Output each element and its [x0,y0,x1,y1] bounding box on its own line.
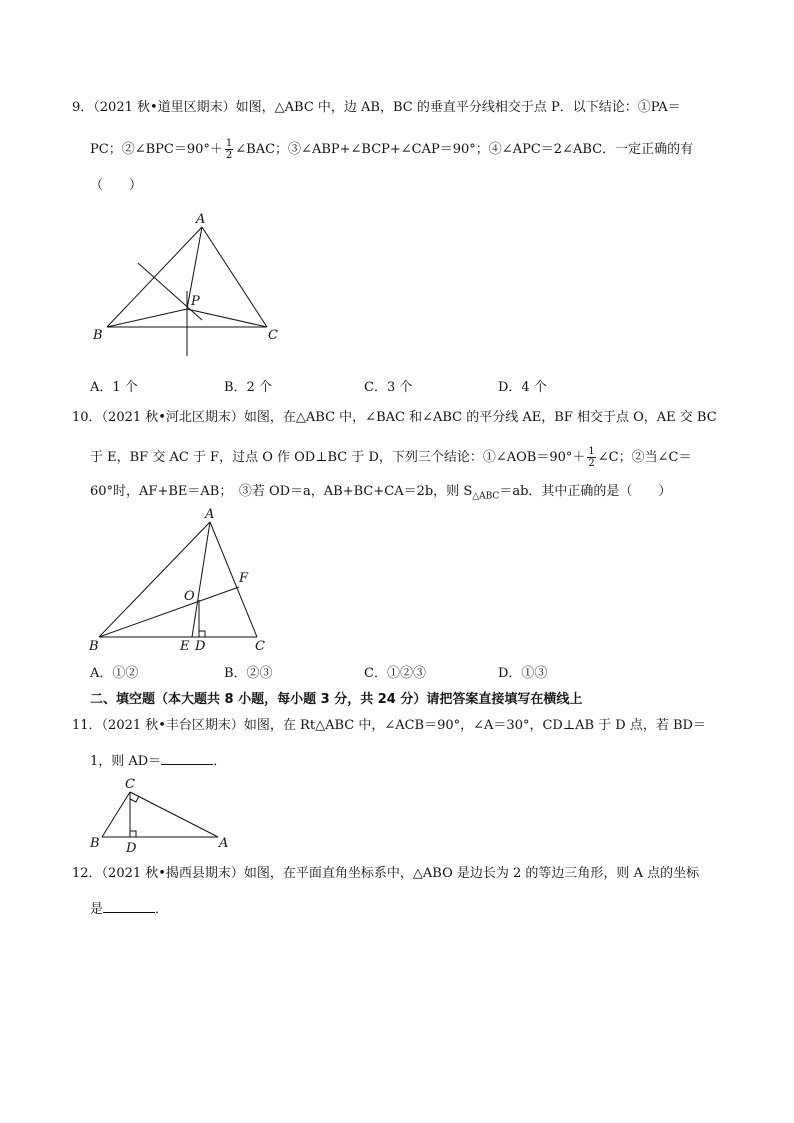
q10-line2b: ∠C；②当∠C＝ [597,450,692,465]
q9-line2a: PC；②∠BPC＝90°＋ [90,142,223,157]
q10-line2a: 于 E，BF 交 AC 于 F，过点 O 作 OD⊥BC 于 D，下列三个结论：①∠AOB＝90°＋ [90,450,586,465]
q10-line3b: ＝ab．其中正确的是（ ） [499,484,672,499]
q9-figure [80,205,300,365]
q10-option-c[interactable]: C．①②③ [364,666,426,681]
q11-figure [85,775,245,855]
q10-label-d: D [195,639,206,654]
q11-right-angle-d [130,831,136,837]
q11-label-b: B [90,836,100,851]
q11-side-ca [130,792,218,837]
q9-answer-paren: （ ） [90,178,143,193]
q9-line1: 9．（2021 秋•道里区期末）如图，△ABC 中，边 AB，BC 的垂直平分线相交于点 P．以下结论：①PA＝ [72,100,681,115]
q10-option-a[interactable]: A．①② [90,666,139,681]
q10-right-angle-mark [199,631,205,637]
q11-label-a: A [219,836,229,851]
q9-label-a: A [196,212,206,227]
q9-segment-pc [187,309,267,327]
q9-fraction [225,138,233,161]
q11-side-bc [102,792,130,837]
q9-option-d[interactable]: D．4 个 [498,380,547,395]
q12-line2a: 是 [90,902,104,917]
q10-figure [85,505,285,655]
q9-side-ab [107,227,202,327]
q10-label-b: B [89,639,99,654]
q9-perp-bisector-ab [138,263,202,320]
q11-right-angle-c [130,796,139,802]
q10-label-o: O [184,589,195,604]
q10-frac-den: 2 [588,458,595,469]
q10-option-d[interactable]: D．①③ [498,666,548,681]
q9-line2 [90,138,693,161]
q9-frac-den: 2 [225,150,233,161]
q10-frac-num: 1 [588,446,595,457]
q10-fraction [587,446,595,469]
q9-option-b[interactable]: B．2 个 [224,380,272,395]
q10-area-subscript: △ABC [472,491,500,502]
q10-line3a: 60°时，AF+BE＝AB； ③若 OD＝a，AB+BC+CA＝2b，则 S [90,484,473,499]
q10-option-b[interactable]: B．②③ [224,666,273,681]
q10-line3 [90,482,671,507]
q12-line2 [90,898,168,920]
section2-title: 二、填空题（本大题共 8 小题，每小题 3 分，共 24 分）请把答案直接填写在横线上 [90,692,583,707]
q9-segment-pb [107,309,187,327]
q9-line2b: ∠BAC；③∠ABP+∠BCP+∠CAP＝90°；④∠APC＝2∠ABC．一定正确的有 [235,142,694,157]
q10-bisector-ae [192,522,210,637]
q10-label-f: F [239,571,249,586]
q9-option-c[interactable]: C．3 个 [364,380,413,395]
q11-line2 [90,750,226,772]
q10-side-ab [99,522,210,637]
q11-label-c: C [125,777,135,792]
q10-label-a: A [205,507,215,522]
q12-answer-blank[interactable] [103,898,155,913]
q10-options [90,662,710,682]
q11-answer-blank[interactable] [161,750,213,765]
q10-label-e: E [180,639,190,654]
q10-line2 [90,446,691,469]
q11-label-d: D [126,841,137,856]
q10-side-ac [210,522,257,637]
q9-options [90,376,710,396]
q10-label-c: C [255,639,265,654]
q11-line2b: ． [213,754,227,769]
q12-line1: 12．（2021 秋•揭西县期末）如图，在平面直角坐标系中，△ABO 是边长为 2 的等边三角形，则 A 点的坐标 [72,866,700,881]
q9-label-b: B [93,328,103,343]
q9-label-c: C [268,328,278,343]
q10-line1: 10．（2021 秋•河北区期末）如图，在△ABC 中，∠BAC 和∠ABC 的平分线 AE，BF 相交于点 O，AE 交 BC [72,410,717,425]
q9-frac-num: 1 [225,138,233,149]
q10-bisector-bf [99,587,239,637]
q9-option-a[interactable]: A．1 个 [90,380,138,395]
q9-label-p: P [191,294,200,309]
q9-side-ac [202,227,267,327]
q12-line2b: ． [155,902,169,917]
q11-line2a: 1，则 AD＝ [90,754,162,769]
q11-line1: 11．（2021 秋•丰台区期末）如图，在 Rt△ABC 中，∠ACB＝90°，∠A＝30°，CD⊥AB 于 D 点，若 BD＝ [72,718,706,733]
